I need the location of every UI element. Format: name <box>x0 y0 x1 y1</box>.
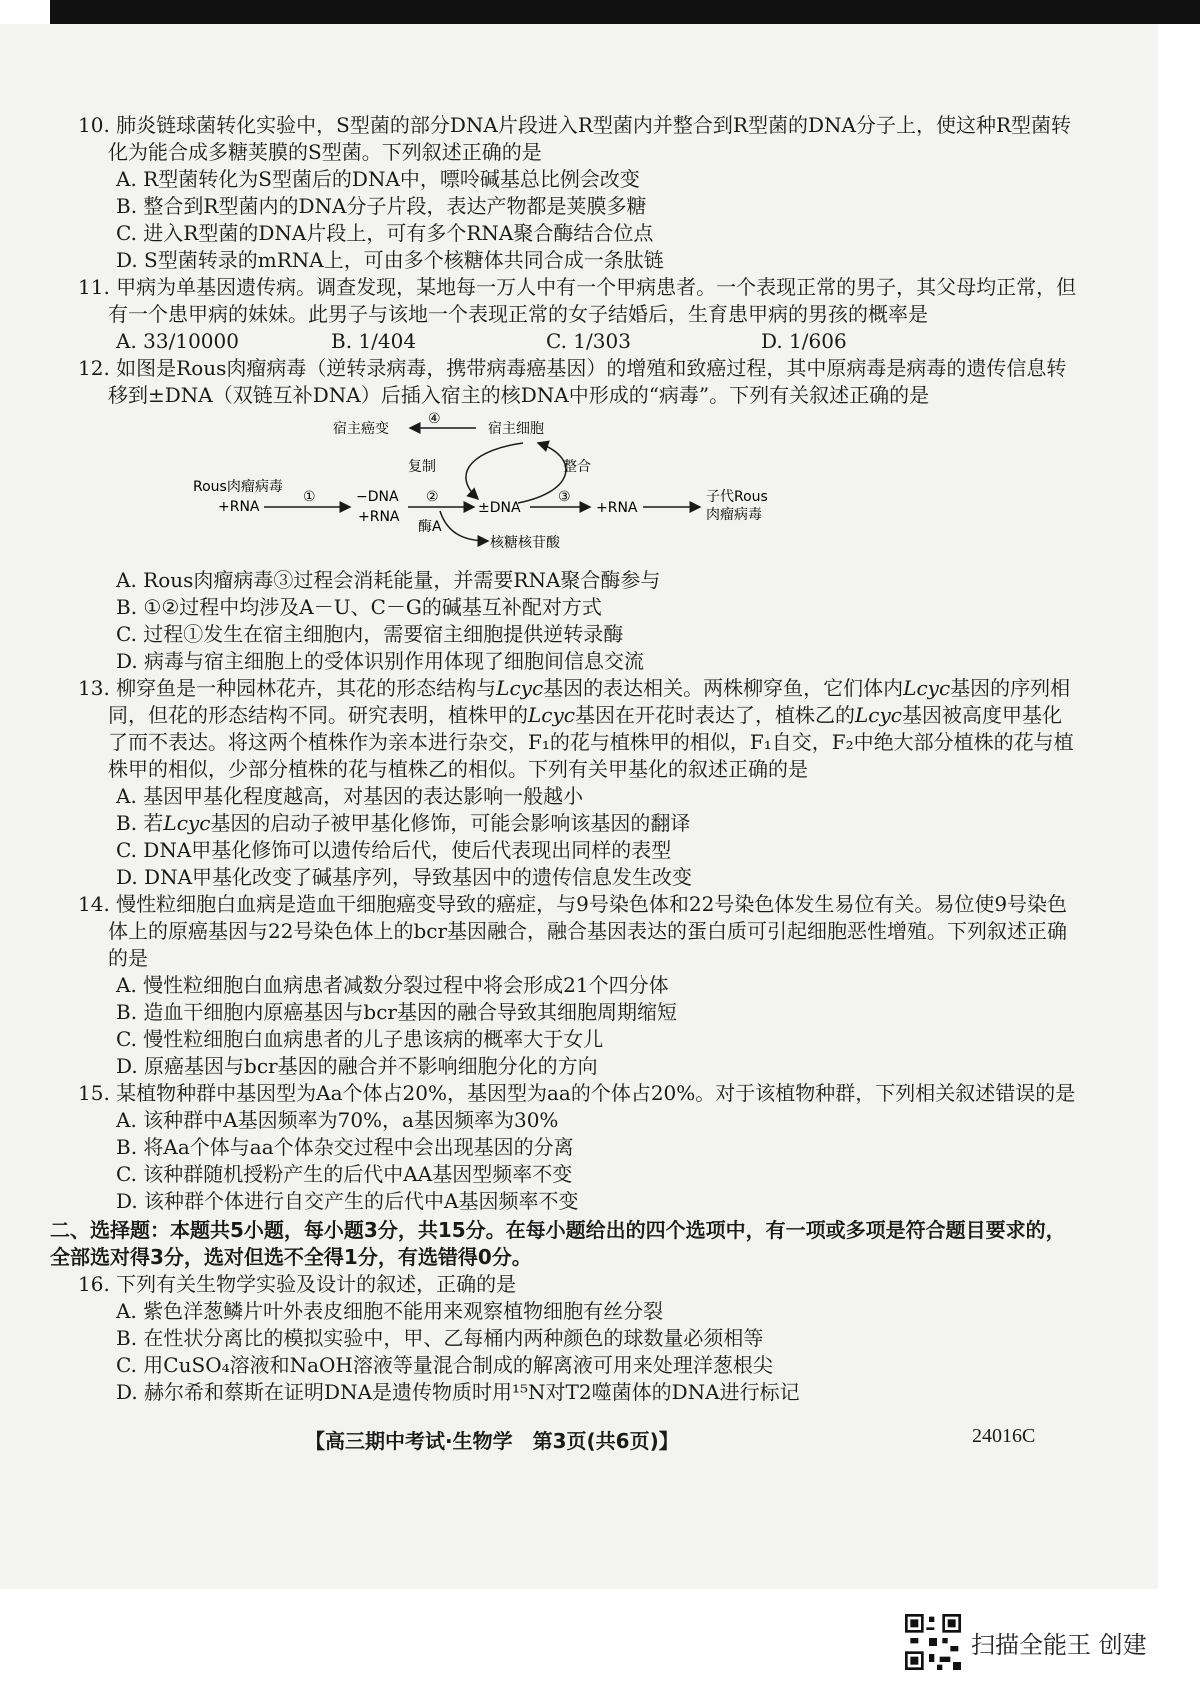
q10-option-a: A. R型菌转化为S型菌后的DNA中，嘌呤碱基总比例会改变 <box>116 167 640 191</box>
label-virus-2: +RNA <box>218 499 260 515</box>
qr-code-icon <box>905 1614 961 1670</box>
label-step1: ① <box>303 489 316 505</box>
label-minus-dna: −DNA <box>356 489 399 505</box>
q13-option-d: D. DNA甲基化改变了碱基序列，导致基因中的遗传信息发生改变 <box>116 865 693 889</box>
q13-option-c: C. DNA甲基化修饰可以遗传给后代，使后代表现出同样的表型 <box>116 838 672 862</box>
q11-option-c: C. 1/303 <box>546 329 631 353</box>
q15-stem: 15. 某植物种群中基因型为Aa个体占20%，基因型为aa的个体占20%。对于该植物种群，下列相关叙述错误的是 <box>78 1081 1076 1105</box>
label-virus-1: Rous肉瘤病毒 <box>193 479 283 495</box>
watermark-text: 扫描全能王 创建 <box>971 1630 1147 1659</box>
q14-option-a: A. 慢性粒细胞白血病患者减数分裂过程中将会形成21个四分体 <box>116 973 669 997</box>
footer-title: 【高三期中考试·生物学 第3页(共6页)】 <box>305 1429 679 1453</box>
q12-option-d: D. 病毒与宿主细胞上的受体识别作用体现了细胞间信息交流 <box>116 649 645 673</box>
q13-gene-2: Lcyc <box>903 676 951 700</box>
label-plus-rna-right: +RNA <box>596 500 638 516</box>
diagram-svg <box>178 411 938 561</box>
label-integrate: 整合 <box>563 459 591 475</box>
q13-stem-part5: 基因被高度甲基化了而不表达。将这两个植株作为亲本进行杂交，F₁的花与植株甲的相似，F₁自交，F₂中绝大部分植株的花与植株甲的相似，少部分植株的花与植株乙的相似。下列有关甲基化的叙述正确的是 <box>108 703 1074 781</box>
footer-code: 24016C <box>972 1425 1036 1447</box>
q13-stem-part1: 13. 柳穿鱼是一种园林花卉，其花的形态结构与 <box>78 676 497 700</box>
q13-option-b-pre: B. 若 <box>116 811 164 835</box>
q10-option-d: D. S型菌转录的mRNA上，可由多个核糖体共同合成一条肽链 <box>116 248 664 272</box>
exam-content <box>50 112 1078 1406</box>
q15-option-d: D. 该种群个体进行自交产生的后代中A基因频率不变 <box>116 1189 579 1213</box>
q13-gene-3: Lcyc <box>528 703 575 727</box>
q13-stem <box>78 675 1078 783</box>
q13-gene-1: Lcyc <box>496 676 544 700</box>
q10-stem: 10. 肺炎链球菌转化实验中，S型菌的部分DNA片段进入R型菌内并整合到R型菌的DNA分子上，使这种R型菌转化为能合成多糖荚膜的S型菌。下列叙述正确的是 <box>78 113 1071 164</box>
q13-stem-part4: 基因在开花时表达了，植株乙的 <box>574 703 855 727</box>
label-offspring-1: 子代Rous <box>706 489 768 505</box>
label-offspring-2: 肉瘤病毒 <box>706 507 762 523</box>
label-plus-rna-mid: +RNA <box>358 509 400 525</box>
rous-virus-diagram <box>78 411 1078 561</box>
label-step3: ③ <box>558 489 571 505</box>
q16-option-c: C. 用CuSO₄溶液和NaOH溶液等量混合制成的解离液可用来处理洋葱根尖 <box>116 1353 773 1377</box>
q15-option-a: A. 该种群中A基因频率为70%，a基因频率为30% <box>116 1108 559 1132</box>
label-replicate: 复制 <box>408 459 436 475</box>
q16-stem: 16. 下列有关生物学实验及设计的叙述，正确的是 <box>78 1272 517 1296</box>
label-step4: ④ <box>428 411 441 427</box>
q10-option-c: C. 进入R型菌的DNA片段上，可有多个RNA聚合酶结合位点 <box>116 221 654 245</box>
label-host-cancer: 宿主癌变 <box>333 421 389 437</box>
q11-option-b: B. 1/404 <box>331 329 417 353</box>
q12-stem: 12. 如图是Rous肉瘤病毒（逆转录病毒，携带病毒癌基因）的增殖和致癌过程，其中原病毒是病毒的遗传信息转移到±DNA（双链互补DNA）后插入宿主的核DNA中形成的“病毒”。下列有关叙述正确的是 <box>78 356 1067 407</box>
q14-stem: 14. 慢性粒细胞白血病是造血干细胞癌变导致的癌症，与9号染色体和22号染色体发生易位有关。易位使9号染色体上的原癌基因与22号染色体上的bcr基因融合，融合基因表达的蛋白质可引起细胞恶性增殖。下列叙述正确的是 <box>78 892 1068 970</box>
q12-option-c: C. 过程①发生在宿主细胞内，需要宿主细胞提供逆转录酶 <box>116 622 624 646</box>
label-nucleotides: 核糖核苷酸 <box>490 535 560 551</box>
q14-option-c: C. 慢性粒细胞白血病患者的儿子患该病的概率大于女儿 <box>116 1027 604 1051</box>
q13-option-b <box>78 810 1078 837</box>
q11-stem: 11. 甲病为单基因遗传病。调查发现，某地每一万人中有一个甲病患者。一个表现正常的男子，其父母均正常，但有一个患甲病的妹妹。此男子与该地一个表现正常的女子结婚后，生育患甲病的男孩的概率是 <box>78 275 1077 326</box>
q16-option-d: D. 赫尔希和蔡斯在证明DNA是遗传物质时用¹⁵N对T2噬菌体的DNA进行标记 <box>116 1380 800 1404</box>
label-enzyme: 酶A <box>418 519 442 535</box>
q13-stem-part3: 基因的序列相同，但花的形态结构不同。研究表明，植株甲的 <box>108 676 1071 727</box>
q14-option-d: D. 原癌基因与bcr基因的融合并不影响细胞分化的方向 <box>116 1054 598 1078</box>
q13-option-b-post: 基因的启动子被甲基化修饰，可能会影响该基因的翻译 <box>210 811 691 835</box>
label-step2: ② <box>426 489 439 505</box>
q11-option-a: A. 33/10000 <box>116 329 239 353</box>
q13-option-b-gene: Lcyc <box>163 811 211 835</box>
q13-gene-4: Lcyc <box>854 703 902 727</box>
q12-option-a: A. Rous肉瘤病毒③过程会消耗能量，并需要RNA聚合酶参与 <box>116 568 661 592</box>
label-host-cell: 宿主细胞 <box>488 421 544 437</box>
q10-option-b: B. 整合到R型菌内的DNA分子片段，表达产物都是荚膜多糖 <box>116 194 647 218</box>
q15-option-b: B. 将Aa个体与aa个体杂交过程中会出现基因的分离 <box>116 1135 574 1159</box>
q12-option-b: B. ①②过程中均涉及A－U、C－G的碱基互补配对方式 <box>116 595 602 619</box>
arrow-replicate <box>466 443 523 499</box>
q13-option-a: A. 基因甲基化程度越高，对基因的表达影响一般越小 <box>116 784 584 808</box>
q11-options <box>78 328 1078 355</box>
q16-option-a: A. 紫色洋葱鳞片叶外表皮细胞不能用来观察植物细胞有丝分裂 <box>116 1299 664 1323</box>
q14-option-b: B. 造血干细胞内原癌基因与bcr基因的融合导致其细胞周期缩短 <box>116 1000 677 1024</box>
label-pm-dna: ±DNA <box>478 500 521 516</box>
q13-stem-part2: 基因的表达相关。两株柳穿鱼，它们体内 <box>543 676 904 700</box>
q11-option-d: D. 1/606 <box>761 329 847 353</box>
section-2-heading: 二、选择题：本题共5小题，每小题3分，共15分。在每小题给出的四个选项中，有一项或多项是符合题目要求的，全部选对得3分，选对但选不全得1分，有选错得0分。 <box>50 1218 1066 1269</box>
scan-top-edge <box>50 0 1200 24</box>
q15-option-c: C. 该种群随机授粉产生的后代中AA基因型频率不变 <box>116 1162 573 1186</box>
scanner-watermark <box>905 1612 1147 1672</box>
q16-option-b: B. 在性状分离比的模拟实验中，甲、乙每桶内两种颜色的球数量必须相等 <box>116 1326 764 1350</box>
